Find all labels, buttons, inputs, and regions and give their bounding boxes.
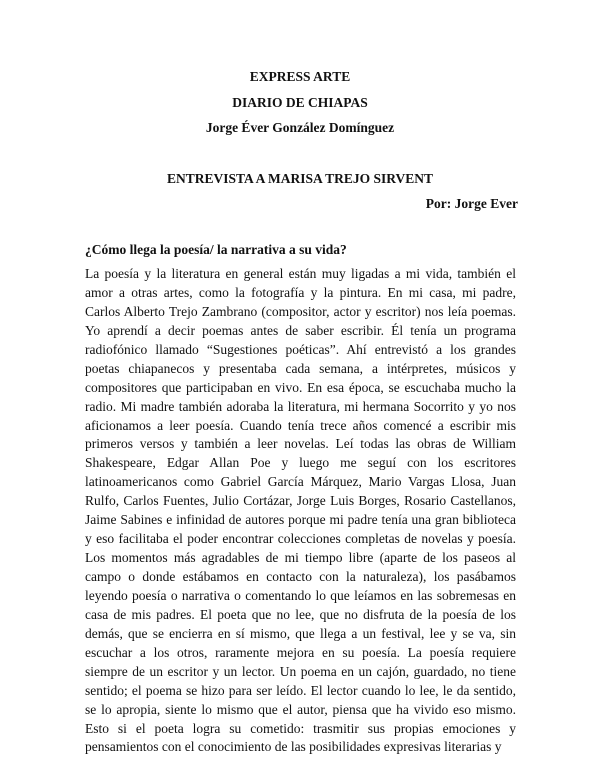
answer-line: latinoamericanos como Gabriel García Márquez, Mario Vargas Llosa, Juan [85,474,516,490]
answer-line: campo o donde estábamos en contacto con la naturaleza), los pasábamos [85,569,516,584]
answer-line: siempre de un escritor y un lector. Un poema en un cajón, guardado, no tiene [85,663,516,679]
answer-line: pensamientos con el conocimiento de las posibilidades expresivas literarias y [85,739,502,755]
answer-line: sentido; el poema se hizo para ser leído. El lector cuando lo lee, le da sentido, [85,682,516,698]
answer-line: Rulfo, Carlos Fuentes, Julio Cortázar, Jorge Luis Borges, Rosario Castellanos, [85,493,516,509]
interview-answer [85,265,516,757]
answer-line: aficionamos a leer poesía. Cuando tenía trece años comencé a escribir mis [85,417,516,433]
answer-line: Jaime Sabines e infinidad de autores porque mi padre tenía una gran biblioteca [85,512,516,528]
answer-line: demás, que se encierra en sí mismo, que llega a un festival, lee y se va, sin [85,625,516,641]
answer-line: primeros versos y también a leer novelas. Leí todas las obras de William [85,436,516,452]
answer-line: amor a otras artes, como la fotografía y la pintura. En mi casa, mi padre, [85,284,516,300]
answer-line: y eso facilitaba el poder encontrar colecciones completas de novelas y poesía. [85,531,516,547]
answer-line: Esto si el poeta logra su cometido: trasmitir sus propias emociones y [85,720,516,736]
answer-line: casa de mis padres. El poeta que no lee, que no disfruta de la poesía de los [85,606,516,622]
answer-line: radiofónico llamado “Sugestiones poéticas”. Ahí entrevistó a los grandes [85,341,516,357]
article-byline: Por: Jorge Ever [425,196,518,211]
article-title: ENTREVISTA A MARISA TREJO SIRVENT [166,171,434,186]
author-name: Jorge Éver González Domínguez [205,120,395,135]
answer-line: Shakespeare, Edgar Allan Poe y luego me seguí con los escritores [85,455,516,471]
answer-line: radio. Mi madre también adoraba la literatura, mi hermana Socorrito y yo nos [85,398,516,414]
section-title: EXPRESS ARTE [249,69,351,84]
answer-line: compositores que participaban en vivo. En esa época, se escuchaba mucho la [85,379,516,395]
answer-line: escuchar a los otros, raramente mejora en su poesía. La poesía requiere [85,644,516,660]
answer-line: Yo aprendí a decir poemas antes de saber escribir. Él tenía un programa [85,322,516,338]
newspaper-name: DIARIO DE CHIAPAS [232,95,368,110]
answer-line: Los momentos más agradables de mi tiempo libre (aparte de los paseos al [85,550,516,566]
answer-line: leyendo poesía o narrativa o comentando lo que leíamos en las sobremesas en [85,587,516,603]
answer-line: poetas chiapanecos y presentaba cada semana, a intérpretes, músicos y [85,360,516,376]
answer-line: Carlos Alberto Trejo Zambrano (compositor, actor y escritor) nos leía poemas. [85,303,516,319]
answer-line: La poesía y la literatura en general están muy ligadas a mi vida, también el [85,266,516,281]
answer-line: se lo apropia, siente lo mismo que el autor, piensa que ha vivido eso mismo. [85,701,516,717]
interview-question: ¿Cómo llega la poesía/ la narrativa a su vida? [85,242,347,257]
